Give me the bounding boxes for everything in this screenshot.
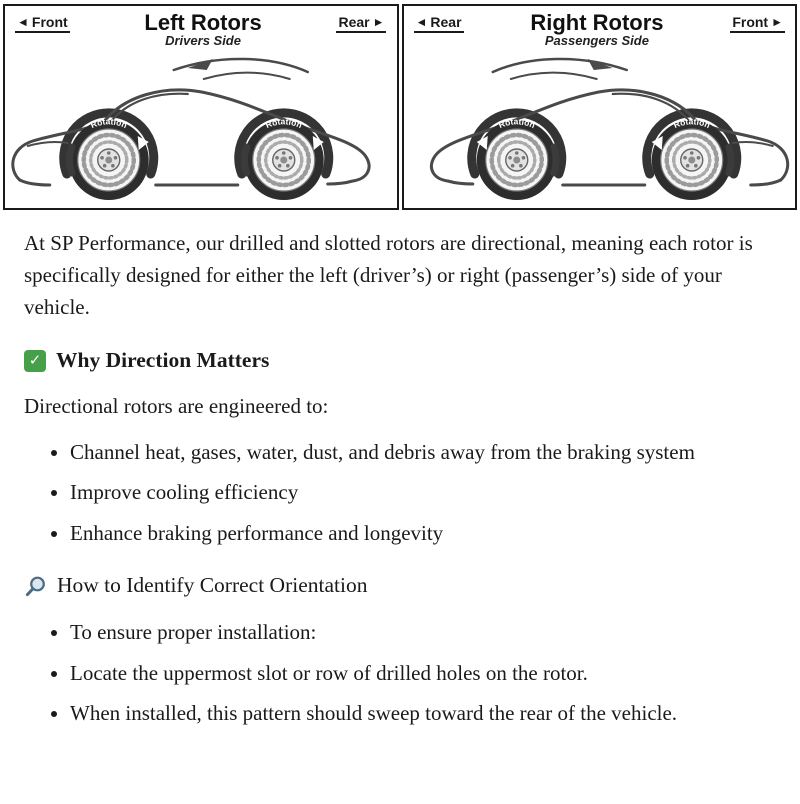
list-item: • Locate the uppermost slot or row of drilled holes on the rotor. bbox=[70, 658, 772, 690]
car-illustration-right bbox=[404, 48, 796, 208]
arrow-left-icon: ◄ bbox=[17, 15, 29, 29]
svg-text:Rotation: Rotation bbox=[671, 116, 712, 131]
arrow-right-icon: ► bbox=[372, 15, 385, 29]
front-label-text: Front bbox=[31, 14, 68, 30]
front-label bbox=[730, 14, 785, 33]
list-item: • To ensure proper installation: bbox=[70, 617, 772, 649]
rear-label-text: Rear bbox=[430, 14, 462, 30]
right-rotors-panel bbox=[402, 4, 798, 210]
left-panel-header bbox=[5, 6, 397, 48]
svg-text:Rotation: Rotation bbox=[496, 116, 537, 131]
list-item: • When installed, this pattern should sweep toward the rear of the vehicle. bbox=[70, 698, 772, 730]
article-body bbox=[0, 210, 800, 730]
section-lead: Directional rotors are engineered to: bbox=[24, 393, 329, 418]
rotor-direction-diagram bbox=[3, 4, 797, 210]
panel-title: Right Rotors bbox=[530, 10, 664, 35]
benefits-list bbox=[24, 437, 772, 550]
svg-text:Rotation: Rotation bbox=[263, 116, 304, 131]
section-title: Why Direction Matters bbox=[56, 347, 270, 372]
arrow-right-icon: ► bbox=[771, 15, 783, 29]
green-check-icon bbox=[24, 350, 46, 372]
panel-subtitle: Drivers Side bbox=[165, 33, 241, 49]
car-illustration-left bbox=[5, 48, 397, 208]
rear-label bbox=[414, 14, 464, 33]
list-item: • Improve cooling efficiency bbox=[70, 477, 772, 509]
panel-subtitle: Passengers Side bbox=[544, 33, 649, 49]
list-item: • Enhance braking performance and longevity bbox=[70, 518, 772, 550]
svg-text:Rotation: Rotation bbox=[88, 116, 129, 131]
rear-label bbox=[336, 14, 386, 33]
rear-label-text: Rear bbox=[338, 14, 370, 30]
section-heading-direction-matters bbox=[24, 348, 772, 374]
section-title: How to Identify Correct Orientation bbox=[57, 573, 368, 598]
front-label bbox=[15, 14, 70, 33]
front-label-text: Front bbox=[732, 14, 769, 30]
orientation-list bbox=[24, 617, 772, 730]
magnifier-icon bbox=[24, 575, 47, 598]
left-panel-titles bbox=[144, 11, 261, 48]
section-heading-identify-orientation bbox=[24, 573, 772, 599]
right-panel-titles bbox=[530, 11, 663, 48]
left-rotors-panel bbox=[3, 4, 399, 210]
right-panel-header bbox=[404, 6, 796, 48]
intro-paragraph: At SP Performance, our drilled and slotted rotors are directional, meaning each rotor is specifically designed for either the left (driver’s) or right (passenger’s) side of your vehicle. bbox=[24, 231, 753, 319]
panel-title: Left Rotors bbox=[144, 10, 262, 35]
list-item: • Channel heat, gases, water, dust, and debris away from the braking system bbox=[70, 437, 772, 469]
arrow-left-icon: ◄ bbox=[415, 15, 428, 29]
